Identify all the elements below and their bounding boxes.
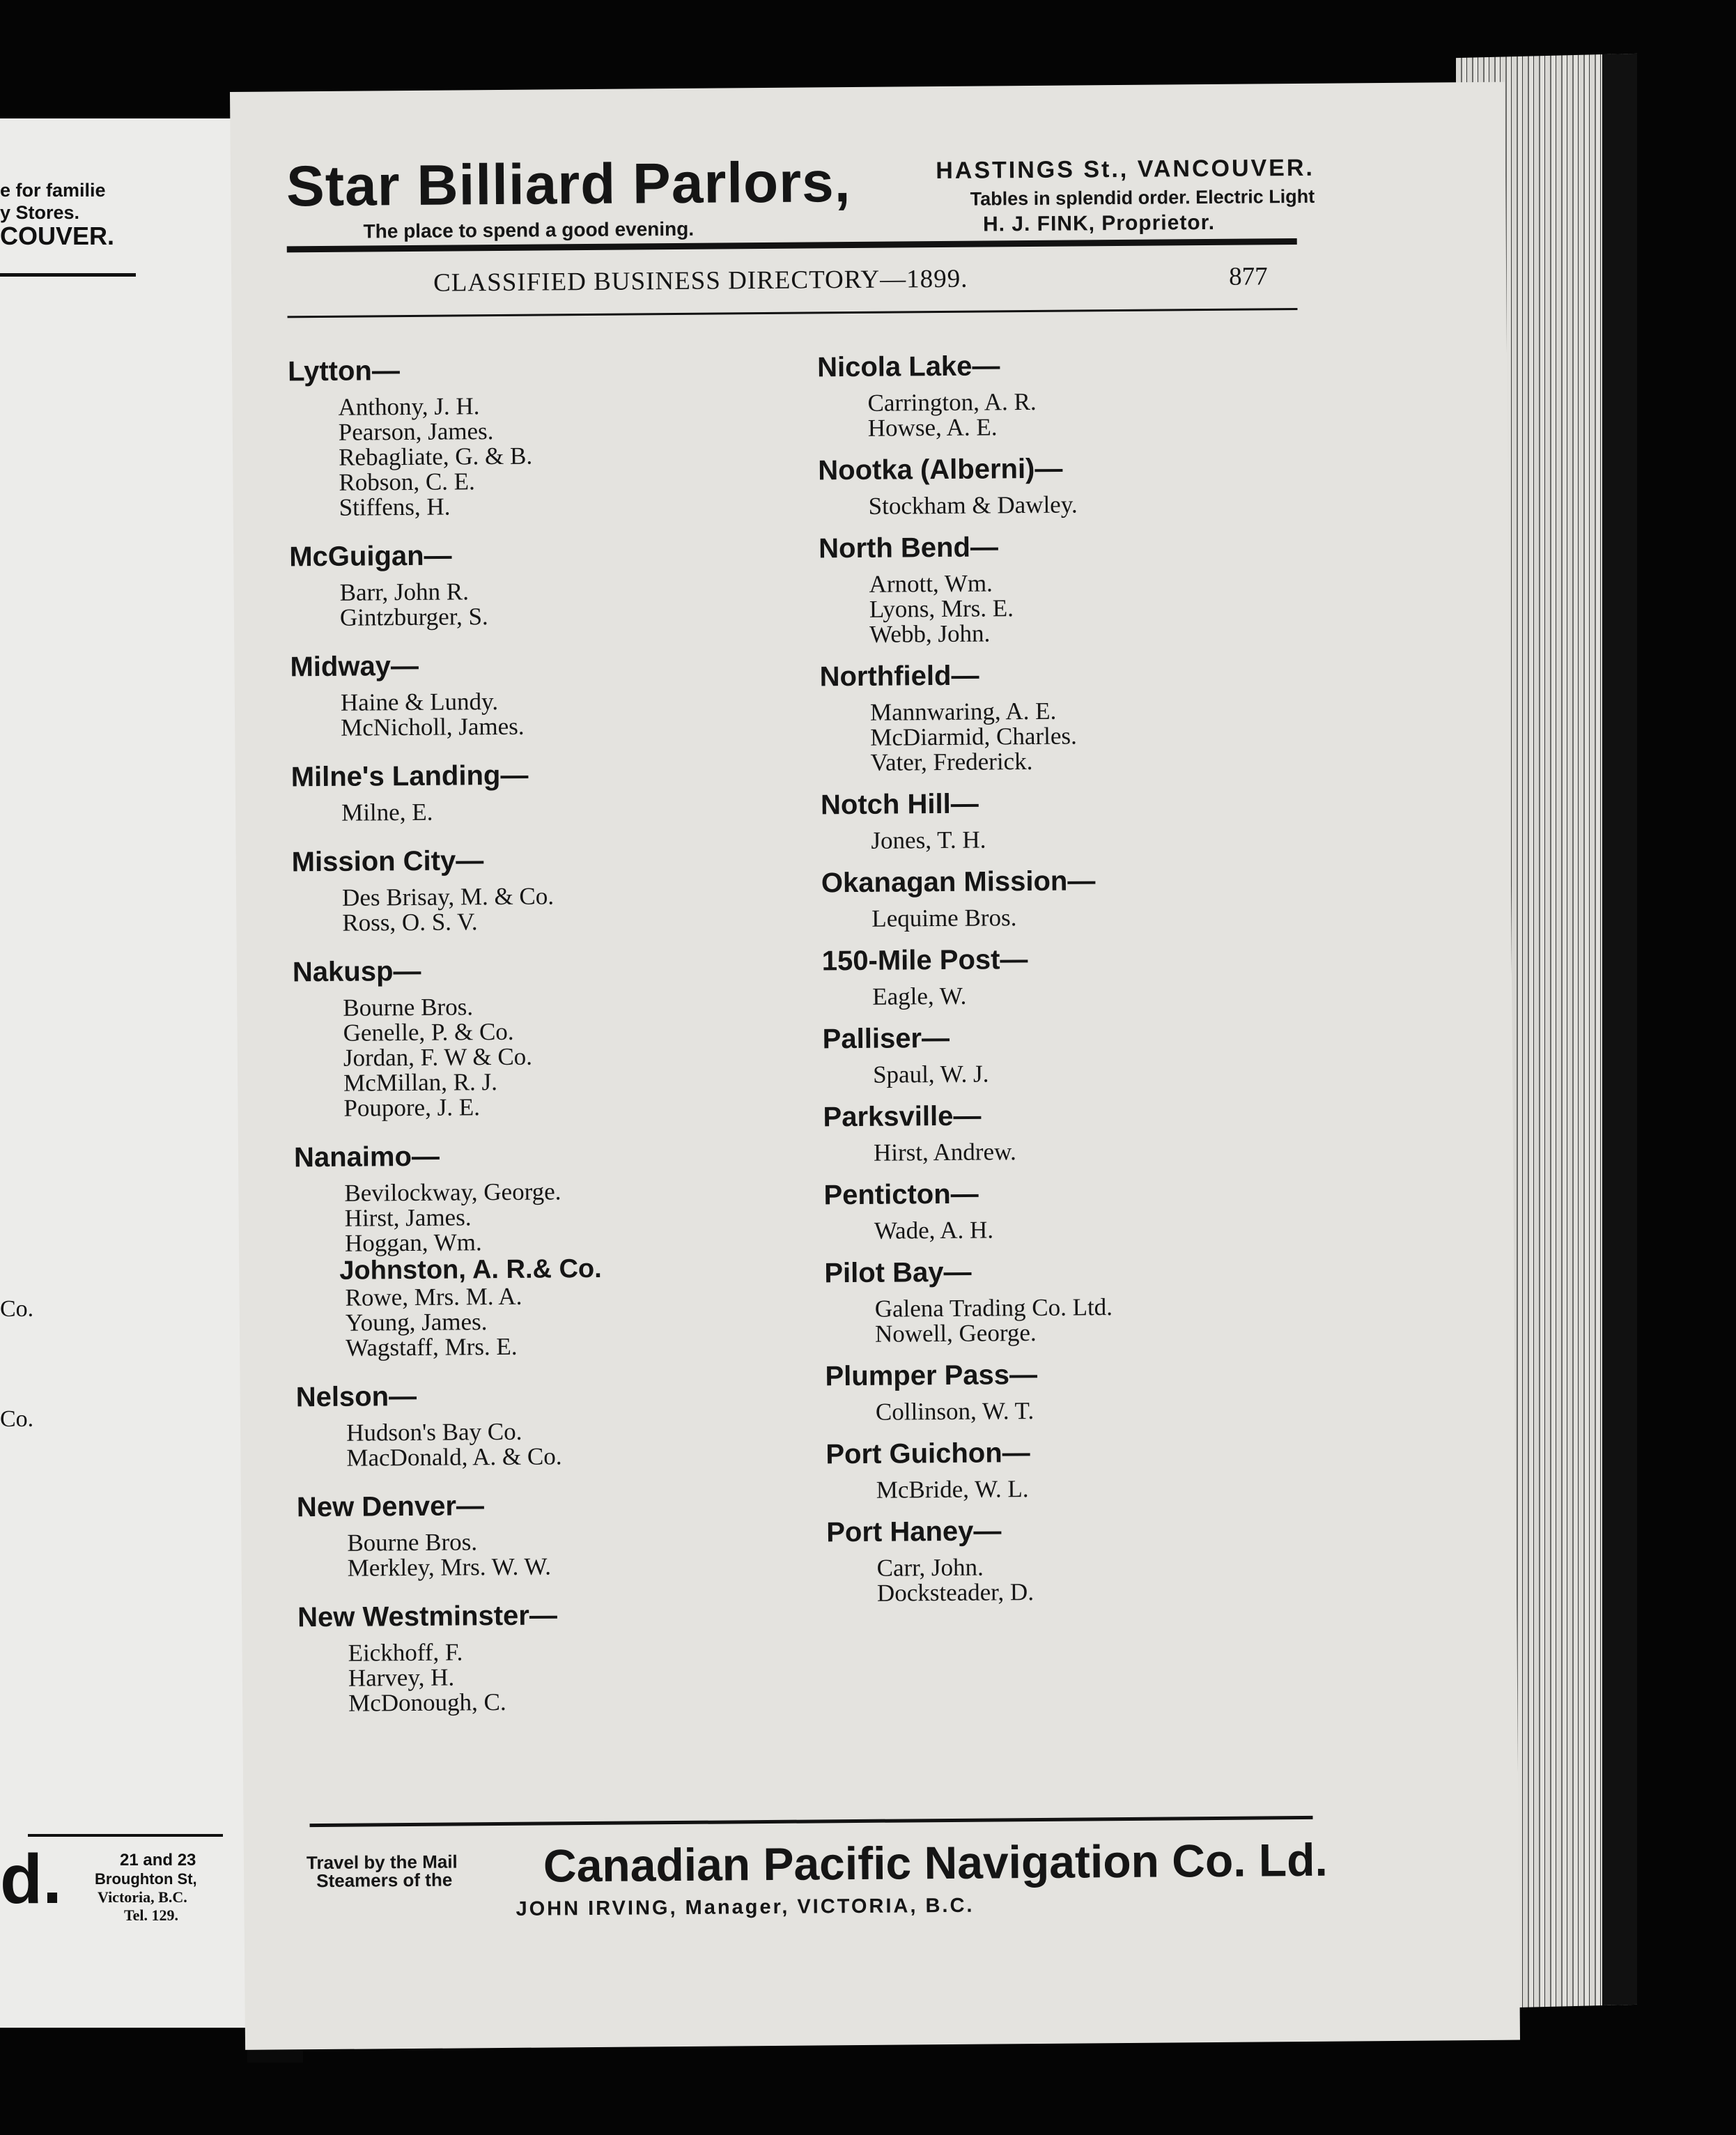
place-heading: Port Guichon— [826, 1438, 1030, 1470]
running-head: CLASSIFIED BUSINESS DIRECTORY—1899. [433, 264, 968, 298]
place-heading: Plumper Pass— [825, 1359, 1038, 1392]
business-name: Rebagliate, G. & B. [338, 442, 533, 471]
directory-entry [819, 655, 1308, 776]
left-page-footer-addr-3: Victoria, B.C. [98, 1888, 187, 1906]
place-heading: Penticton— [823, 1178, 979, 1211]
place-heading: Okanagan Mission— [821, 865, 1096, 899]
left-page-line-2: y Stores. [0, 202, 80, 223]
left-column [288, 350, 786, 1734]
business-name: McBride, W. L. [876, 1475, 1029, 1504]
advertisement-details [883, 155, 1315, 238]
business-list [870, 697, 1308, 776]
directory-entry [288, 350, 777, 521]
business-name: Wagstaff, Mrs. E. [346, 1332, 518, 1362]
business-name: Jones, T. H. [871, 826, 986, 854]
business-list [340, 577, 778, 631]
directory-entry [821, 783, 1309, 854]
business-list [343, 992, 781, 1121]
business-name: Wade, A. H. [874, 1216, 994, 1244]
business-name: Jordan, F. W & Co. [343, 1042, 533, 1072]
business-name: Webb, John. [869, 619, 991, 648]
business-name: Barr, John R. [339, 578, 470, 606]
business-name: Gintzburger, S. [339, 603, 488, 631]
business-name: Hoggan, Wm. [344, 1228, 482, 1257]
advertisement-title: Star Billiard Parlors, [286, 151, 851, 219]
business-list [874, 1137, 1311, 1166]
business-list [874, 1215, 1312, 1244]
directory-entry [819, 527, 1307, 647]
business-name: Hirst, James. [344, 1203, 472, 1232]
business-name: Carrington, A. R. [867, 387, 1037, 417]
left-page-rule [0, 273, 136, 277]
directory-entry [290, 645, 778, 741]
business-list [341, 687, 779, 741]
place-heading: North Bend— [819, 532, 999, 564]
directory-entry [291, 840, 780, 936]
business-name: Des Brisay, M. & Co. [341, 882, 555, 911]
business-name: Pearson, James. [338, 417, 494, 446]
place-heading: Palliser— [822, 1022, 950, 1055]
left-page-footer-addr-1: 21 and 23 [120, 1851, 196, 1870]
business-list [871, 825, 1308, 854]
footer-company: Canadian Pacific Navigation Co. Ld. [543, 1833, 1328, 1892]
business-name: Harvey, H. [348, 1663, 455, 1692]
page-number: 877 [1228, 262, 1268, 291]
business-name: Young, James. [345, 1308, 488, 1336]
business-name: Bevilockway, George. [344, 1178, 561, 1207]
directory-page [230, 82, 1520, 2050]
business-list [338, 392, 776, 521]
business-list [348, 1637, 786, 1716]
business-name: Merkley, Mrs. W. W. [347, 1552, 552, 1582]
business-name: Lyons, Mrs. E. [869, 594, 1014, 623]
business-name: Hirst, Andrew. [873, 1138, 1016, 1166]
place-heading: Milne's Landing— [290, 760, 529, 793]
place-heading: Midway— [290, 650, 419, 683]
business-list [341, 797, 779, 826]
directory-entry [293, 950, 782, 1121]
business-name: Milne, E. [341, 798, 433, 826]
business-name: Carr, John. [876, 1553, 984, 1582]
left-page-footer-big: d. [0, 1840, 62, 1918]
business-name: McDiarmid, Charles. [870, 722, 1077, 751]
directory-entry [291, 755, 780, 826]
business-name: Stiffens, H. [339, 493, 451, 521]
business-list [873, 1059, 1310, 1088]
advertisement-tables: Tables in splendid order. Electric Light [970, 185, 1315, 210]
left-page-footer-addr-2: Broughton St, [95, 1870, 197, 1888]
advertisement-subtitle: The place to spend a good evening. [363, 217, 695, 242]
place-heading: Mission City— [291, 845, 484, 878]
business-list [867, 387, 1305, 441]
business-name: Mannwaring, A. E. [869, 697, 1057, 726]
business-list [869, 491, 1306, 519]
place-heading: Notch Hill— [820, 788, 979, 821]
footer-travel-line-1: Travel by the Mail [306, 1851, 458, 1874]
left-facing-page [0, 118, 247, 2028]
place-heading: New Denver— [296, 1490, 485, 1523]
place-heading: Port Haney— [826, 1516, 1002, 1548]
directory-entry [822, 939, 1310, 1010]
business-name: Johnston, A. R.& Co. [339, 1254, 602, 1286]
business-name: Anthony, J. H. [338, 392, 480, 421]
business-name: McMillan, R. J. [343, 1068, 498, 1097]
directory-entry [821, 861, 1310, 932]
directory-entry [826, 1511, 1315, 1606]
running-head-rule [288, 308, 1298, 318]
place-heading: New Westminster— [297, 1600, 558, 1633]
business-name: Stockham & Dawley. [868, 491, 1078, 520]
directory-entry [825, 1355, 1313, 1425]
place-heading: Lytton— [287, 355, 401, 387]
business-name: Howse, A. E. [867, 413, 998, 442]
footer-manager: JOHN IRVING, Manager, VICTORIA, B.C. [516, 1894, 975, 1920]
directory-entry [823, 1095, 1311, 1166]
place-heading: Nootka (Alberni)— [818, 453, 1063, 486]
directory-entry [297, 1486, 785, 1581]
business-list [871, 903, 1309, 932]
directory-entry [297, 1596, 786, 1716]
business-name: Bourne Bros. [347, 1528, 478, 1557]
business-list [875, 1293, 1313, 1347]
business-name: Poupore, J. E. [343, 1093, 481, 1122]
business-name: Arnott, Wm. [869, 569, 993, 598]
business-name: Nowell, George. [874, 1318, 1037, 1348]
right-column [817, 346, 1315, 1617]
directory-entry [818, 449, 1306, 519]
directory-entry [823, 1173, 1312, 1244]
business-list [347, 1527, 785, 1581]
business-name: MacDonald, A. & Co. [346, 1442, 562, 1472]
business-list [339, 1178, 783, 1362]
left-page-line-1: e for familie [0, 180, 106, 201]
directory-entry [817, 346, 1305, 441]
directory-entry [824, 1251, 1312, 1347]
business-name: Lequime Bros. [871, 904, 1017, 932]
directory-entry [296, 1375, 784, 1471]
directory-entry [289, 535, 777, 631]
place-heading: 150-Mile Post— [821, 944, 1028, 977]
business-name: Ross, O. S. V. [342, 908, 478, 937]
footer-travel-line-2: Steamers of the [316, 1869, 453, 1892]
left-page-footer-addr-4: Tel. 129. [124, 1906, 179, 1924]
footer-rule [310, 1816, 1313, 1827]
business-list [872, 981, 1310, 1010]
business-name: Bourne Bros. [343, 993, 474, 1022]
business-name: Collinson, W. T. [875, 1396, 1034, 1426]
business-name: McNicholl, James. [341, 712, 525, 741]
advertisement-header [286, 146, 1315, 242]
business-name: McDonough, C. [348, 1688, 506, 1717]
place-heading: Nanaimo— [293, 1141, 440, 1173]
footer-travel-text [307, 1853, 458, 1890]
business-name: Spaul, W. J. [872, 1060, 989, 1088]
business-name: Eagle, W. [872, 982, 967, 1010]
left-page-co-1: Co. [0, 1296, 34, 1322]
business-list [342, 882, 780, 936]
left-page-line-3: COUVER. [0, 222, 115, 250]
directory-entry [822, 1017, 1310, 1088]
advertisement-address: HASTINGS St., VANCOUVER. [936, 154, 1315, 185]
business-name: Robson, C. E. [339, 468, 476, 496]
place-heading: Pilot Bay— [824, 1256, 972, 1289]
business-name: Vater, Frederick. [870, 747, 1033, 776]
business-name: Rowe, Mrs. M. A. [345, 1282, 522, 1311]
business-list [869, 569, 1307, 647]
business-list [876, 1474, 1314, 1503]
directory-entry [294, 1136, 783, 1361]
business-name: Galena Trading Co. Ltd. [874, 1293, 1113, 1323]
place-heading: Northfield— [819, 660, 979, 693]
business-name: Hudson's Bay Co. [346, 1417, 522, 1447]
place-heading: Nakusp— [292, 955, 421, 988]
advertisement-proprietor: H. J. FINK, Proprietor. [982, 210, 1216, 236]
place-heading: Nelson— [295, 1380, 417, 1413]
business-name: Eickhoff, F. [348, 1638, 463, 1667]
place-heading: McGuigan— [289, 540, 452, 573]
business-list [346, 1417, 784, 1471]
business-name: Docksteader, D. [876, 1578, 1034, 1607]
business-name: Haine & Lundy. [340, 688, 499, 716]
place-heading: Parksville— [823, 1100, 982, 1133]
directory-entry [826, 1433, 1314, 1503]
left-page-co-2: Co. [0, 1406, 34, 1432]
business-name: Genelle, P. & Co. [343, 1017, 514, 1047]
business-list [876, 1396, 1313, 1425]
left-page-footer-rule [28, 1834, 223, 1837]
place-heading: Nicola Lake— [816, 350, 1000, 383]
business-list [877, 1552, 1315, 1606]
